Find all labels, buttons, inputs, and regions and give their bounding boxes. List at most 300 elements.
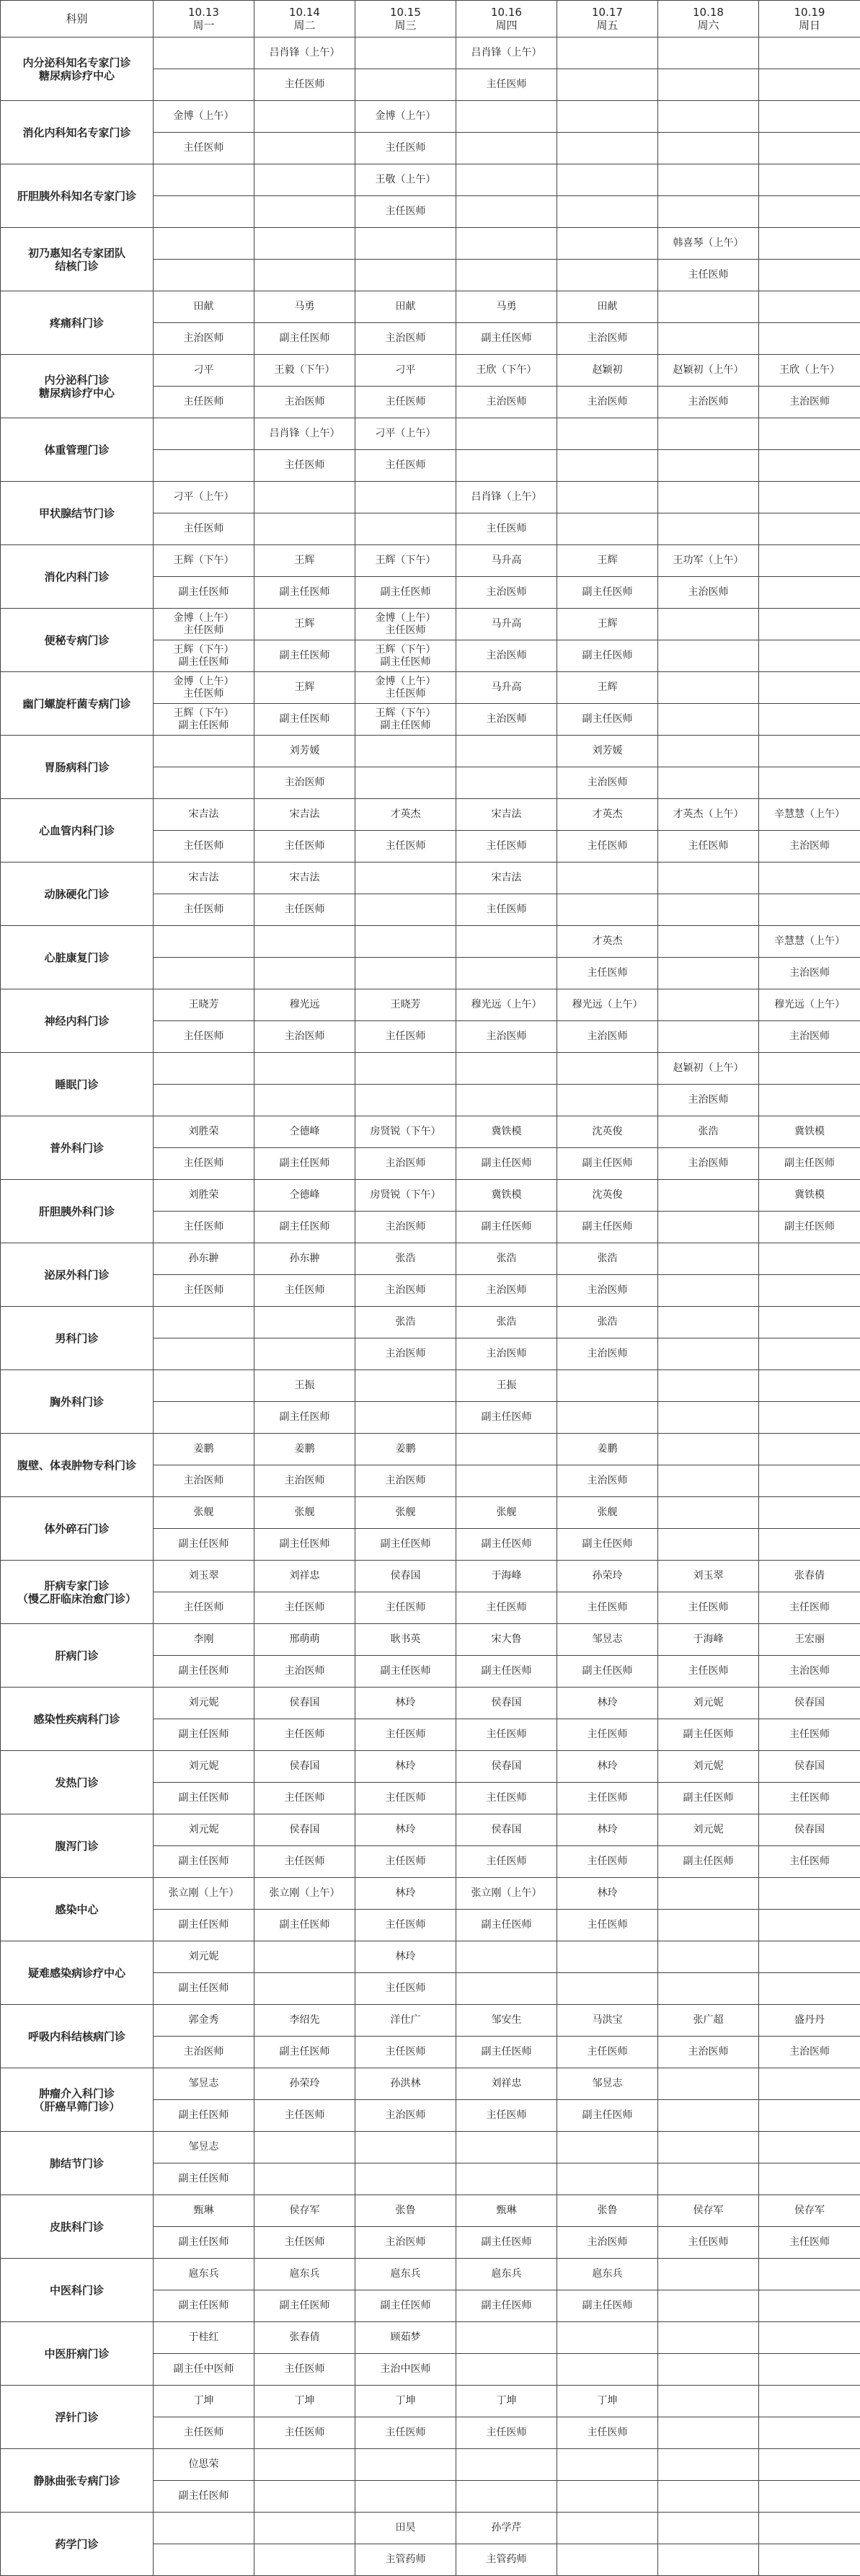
doctor-cell: 扈东兵 — [355, 2259, 456, 2290]
title-cell: 副主任医师 — [557, 1212, 658, 1243]
doctor-cell — [557, 1370, 658, 1402]
title-cell: 副主任医师 — [456, 1402, 557, 1434]
doctor-cell: 王晓芳 — [154, 989, 254, 1021]
doctor-cell: 张浩 — [456, 1243, 557, 1275]
doctor-row — [1, 418, 860, 450]
doctor-cell — [154, 2513, 254, 2544]
title-cell: 副主任医师 — [456, 2290, 557, 2322]
doctor-cell — [759, 1370, 860, 1402]
title-cell — [557, 450, 658, 482]
doctor-cell — [658, 1941, 759, 1973]
doctor-cell: 金博（上午） 主任医师 — [355, 672, 456, 704]
doctor-cell: 张广超 — [658, 2005, 759, 2037]
doctor-cell: 甄琳 — [154, 2195, 254, 2227]
doctor-cell: 刁平（上午） — [355, 418, 456, 450]
doctor-cell — [759, 1497, 860, 1529]
title-cell — [154, 69, 254, 101]
title-cell: 主任医师 — [254, 831, 355, 863]
title-cell: 副主任医师 — [557, 2100, 658, 2132]
doctor-cell — [759, 164, 860, 196]
title-cell — [557, 260, 658, 291]
title-cell — [658, 958, 759, 989]
title-cell — [456, 260, 557, 291]
department-name: 静脉曲张专病门诊 — [1, 2449, 154, 2513]
title-cell: 主治医师 — [557, 323, 658, 355]
department-name: 心血管内科门诊 — [1, 799, 154, 863]
department-name: 动脉硬化门诊 — [1, 863, 154, 926]
department-name: 疑难感染病诊疗中心 — [1, 1941, 154, 2005]
doctor-cell: 刁平（上午） — [154, 482, 254, 513]
doctor-row — [1, 1497, 860, 1529]
title-cell: 副主任医师 — [254, 577, 355, 609]
title-cell: 主治医师 — [557, 2227, 658, 2259]
title-cell — [658, 2163, 759, 2195]
day-column-header — [759, 1, 860, 38]
title-cell: 副主任医师 — [254, 1212, 355, 1243]
title-cell: 主任医师 — [557, 1783, 658, 1814]
doctor-row — [1, 2513, 860, 2544]
title-cell — [759, 2163, 860, 2195]
doctor-cell: 王辉 — [254, 609, 355, 640]
doctor-row — [1, 736, 860, 767]
doctor-cell: 赵颖初（上午） — [658, 1053, 759, 1085]
title-cell: 副主任医师 — [456, 1148, 557, 1180]
doctor-cell: 邢萌萌 — [254, 1624, 355, 1656]
title-cell: 副主任医师 — [154, 577, 254, 609]
doctor-cell: 田献 — [355, 291, 456, 323]
title-cell: 副主任医师 — [355, 1529, 456, 1561]
title-cell: 副主任医师 — [557, 1656, 658, 1688]
doctor-cell: 李刚 — [154, 1624, 254, 1656]
title-cell — [154, 450, 254, 482]
title-cell: 主治医师 — [759, 831, 860, 863]
department-name: 腹泻门诊 — [1, 1814, 154, 1878]
doctor-cell: 沈英俊 — [557, 1116, 658, 1148]
doctor-cell: 孙荣玲 — [557, 1561, 658, 1592]
doctor-cell: 吕肖锋（上午） — [254, 38, 355, 69]
doctor-cell: 穆光远（上午） — [456, 989, 557, 1021]
doctor-cell — [658, 2132, 759, 2163]
doctor-cell: 扈东兵 — [154, 2259, 254, 2290]
title-cell — [154, 260, 254, 291]
doctor-cell: 侯春国 — [759, 1688, 860, 1719]
title-cell: 主任医师 — [355, 2037, 456, 2068]
doctor-cell: 吕肖锋（上午） — [254, 418, 355, 450]
doctor-cell — [557, 164, 658, 196]
doctor-row — [1, 1878, 860, 1910]
doctor-cell — [658, 164, 759, 196]
title-cell — [658, 1465, 759, 1497]
doctor-cell: 林玲 — [355, 1688, 456, 1719]
doctor-row — [1, 1116, 860, 1148]
day-column-header — [456, 1, 557, 38]
title-cell: 主任医师 — [254, 1783, 355, 1814]
doctor-cell — [456, 101, 557, 133]
title-cell: 副主任医师 — [154, 1846, 254, 1878]
title-cell: 主治医师 — [355, 2100, 456, 2132]
title-cell — [759, 767, 860, 799]
doctor-cell: 于桂红 — [154, 2322, 254, 2354]
title-cell: 主任医师 — [254, 2417, 355, 2449]
department-name: 中医科门诊 — [1, 2259, 154, 2322]
title-cell: 副主任医师 — [254, 2037, 355, 2068]
doctor-cell — [355, 1053, 456, 1085]
title-cell — [759, 2354, 860, 2386]
doctor-cell: 王辉 — [557, 545, 658, 577]
department-name: 心脏康复门诊 — [1, 926, 154, 989]
title-cell — [759, 2100, 860, 2132]
doctor-cell — [759, 1307, 860, 1338]
title-cell — [658, 196, 759, 228]
doctor-cell — [557, 38, 658, 69]
title-cell — [658, 640, 759, 672]
doctor-row — [1, 863, 860, 894]
department-name: 神经内科门诊 — [1, 989, 154, 1053]
department-name: 中医肝病门诊 — [1, 2322, 154, 2386]
doctor-cell: 王辉（下午） — [154, 545, 254, 577]
title-cell — [759, 1402, 860, 1434]
title-cell — [355, 2481, 456, 2513]
title-cell: 主任医师 — [557, 1592, 658, 1624]
doctor-cell: 穆光远（上午） — [557, 989, 658, 1021]
title-cell: 主任医师 — [557, 2037, 658, 2068]
doctor-cell — [658, 1370, 759, 1402]
doctor-cell — [456, 2132, 557, 2163]
doctor-cell: 姜鹏 — [355, 1434, 456, 1465]
title-cell: 主任医师 — [557, 1910, 658, 1941]
header-row — [1, 1, 860, 38]
title-cell — [254, 196, 355, 228]
department-name: 肝胆胰外科知名专家门诊 — [1, 164, 154, 228]
doctor-cell — [658, 1434, 759, 1465]
title-cell — [154, 767, 254, 799]
doctor-cell: 才英杰 — [557, 799, 658, 831]
title-cell: 王辉（下午） 副主任医师 — [154, 704, 254, 736]
doctor-cell — [557, 482, 658, 513]
title-cell — [254, 260, 355, 291]
title-cell — [456, 767, 557, 799]
doctor-cell — [759, 545, 860, 577]
day-column-header — [254, 1, 355, 38]
title-cell: 主治医师 — [759, 387, 860, 418]
day-column-header — [658, 1, 759, 38]
title-cell: 主任医师 — [557, 958, 658, 989]
title-cell: 主治医师 — [355, 1148, 456, 1180]
doctor-cell: 才英杰 — [355, 799, 456, 831]
day-date: 10.16 — [458, 6, 555, 19]
doctor-cell: 侯春国 — [456, 1751, 557, 1783]
doctor-cell — [456, 1053, 557, 1085]
doctor-row — [1, 1751, 860, 1783]
title-cell — [456, 958, 557, 989]
doctor-cell — [658, 291, 759, 323]
title-cell: 副主任医师 — [658, 1846, 759, 1878]
title-cell — [254, 133, 355, 164]
department-name: 胃肠病科门诊 — [1, 736, 154, 799]
doctor-cell: 房贤锐（下午） — [355, 1116, 456, 1148]
title-cell — [759, 640, 860, 672]
doctor-cell: 王敬（上午） — [355, 164, 456, 196]
department-name: 肝胆胰外科门诊 — [1, 1180, 154, 1243]
doctor-cell — [658, 609, 759, 640]
title-cell: 主任医师 — [254, 894, 355, 926]
doctor-cell: 辛慧慧（上午） — [759, 799, 860, 831]
doctor-cell — [456, 926, 557, 958]
day-date: 10.19 — [761, 6, 859, 19]
title-cell — [355, 767, 456, 799]
title-cell: 主任医师 — [154, 1592, 254, 1624]
day-column-header — [355, 1, 456, 38]
department-name: 呼吸内科结核病门诊 — [1, 2005, 154, 2068]
title-cell: 主治医师 — [658, 2037, 759, 2068]
title-cell: 主任医师 — [557, 2417, 658, 2449]
title-cell — [658, 1910, 759, 1941]
doctor-cell — [355, 38, 456, 69]
title-cell: 主任医师 — [658, 260, 759, 291]
doctor-cell: 马洪宝 — [557, 2005, 658, 2037]
doctor-cell: 扈东兵 — [557, 2259, 658, 2290]
day-date: 10.18 — [660, 6, 757, 19]
doctor-cell — [759, 1053, 860, 1085]
title-cell: 主任医师 — [154, 387, 254, 418]
title-cell — [759, 1275, 860, 1307]
title-cell — [355, 2163, 456, 2195]
day-weekday: 周日 — [761, 19, 859, 32]
title-cell — [759, 704, 860, 736]
title-cell: 主任医师 — [759, 1783, 860, 1814]
doctor-cell: 房贤锐（下午） — [355, 1180, 456, 1212]
title-cell — [355, 1085, 456, 1116]
doctor-cell: 侯春国 — [759, 1751, 860, 1783]
doctor-cell — [658, 2386, 759, 2417]
title-cell — [254, 958, 355, 989]
doctor-cell — [759, 1243, 860, 1275]
title-cell — [557, 1402, 658, 1434]
doctor-cell — [658, 2449, 759, 2481]
doctor-cell: 刘玉翠 — [658, 1561, 759, 1592]
doctor-row — [1, 2068, 860, 2100]
doctor-cell — [658, 1180, 759, 1212]
title-cell — [658, 1212, 759, 1243]
title-cell — [557, 69, 658, 101]
title-cell: 副主任医师 — [557, 1529, 658, 1561]
doctor-cell — [658, 672, 759, 704]
day-date: 10.15 — [357, 6, 454, 19]
doctor-row — [1, 1053, 860, 1085]
doctor-cell: 林玲 — [355, 1751, 456, 1783]
title-cell: 副主任医师 — [154, 1783, 254, 1814]
title-cell: 副主任医师 — [154, 1719, 254, 1751]
title-cell: 主治医师 — [759, 958, 860, 989]
doctor-cell — [557, 1941, 658, 1973]
department-name: 肝病门诊 — [1, 1624, 154, 1688]
title-cell: 副主任医师 — [658, 1719, 759, 1751]
title-cell — [759, 2290, 860, 2322]
title-cell: 副主任医师 — [254, 323, 355, 355]
doctor-cell: 位思荣 — [154, 2449, 254, 2481]
title-cell — [759, 1085, 860, 1116]
title-cell — [254, 1338, 355, 1370]
title-cell: 副主任医师 — [355, 1656, 456, 1688]
title-cell: 副主任医师 — [254, 1402, 355, 1434]
doctor-cell: 王欣（下午） — [456, 355, 557, 387]
title-cell: 主任医师 — [658, 831, 759, 863]
title-cell — [759, 2481, 860, 2513]
title-cell: 主任医师 — [154, 894, 254, 926]
doctor-cell — [154, 736, 254, 767]
title-cell — [759, 2417, 860, 2449]
title-cell: 主任医师 — [456, 2417, 557, 2449]
title-cell: 主任医师 — [355, 1783, 456, 1814]
doctor-cell: 邹昱志 — [557, 2068, 658, 2100]
title-cell: 主任医师 — [355, 1719, 456, 1751]
doctor-cell: 刘芳媛 — [254, 736, 355, 767]
title-cell: 主任医师 — [254, 2354, 355, 2386]
doctor-cell — [759, 1878, 860, 1910]
title-cell: 主任医师 — [759, 2227, 860, 2259]
title-cell: 主任医师 — [154, 1021, 254, 1053]
title-cell: 主任医师 — [355, 831, 456, 863]
title-cell: 主任医师 — [456, 2100, 557, 2132]
doctor-cell — [456, 228, 557, 260]
title-cell: 主治医师 — [254, 767, 355, 799]
title-cell: 主治医师 — [355, 1212, 456, 1243]
title-cell: 副主任医师 — [456, 1656, 557, 1688]
doctor-cell: 丁坤 — [254, 2386, 355, 2417]
title-cell: 副主任医师 — [254, 1529, 355, 1561]
title-cell: 主任医师 — [154, 1275, 254, 1307]
doctor-cell — [759, 228, 860, 260]
doctor-cell: 洋仕广 — [355, 2005, 456, 2037]
doctor-cell: 刘玉翠 — [154, 1561, 254, 1592]
doctor-cell — [154, 1307, 254, 1338]
title-cell — [456, 2481, 557, 2513]
doctor-cell — [254, 482, 355, 513]
title-cell: 王辉（下午） 副主任医师 — [355, 640, 456, 672]
department-name: 皮肤科门诊 — [1, 2195, 154, 2259]
title-cell: 主任医师 — [355, 1973, 456, 2005]
doctor-cell — [456, 418, 557, 450]
title-cell: 王辉（下午） 副主任医师 — [355, 704, 456, 736]
title-cell — [759, 2544, 860, 2576]
doctor-cell: 侯春国 — [254, 1688, 355, 1719]
doctor-row — [1, 1561, 860, 1592]
title-cell: 副主任医师 — [154, 2100, 254, 2132]
title-cell — [254, 2481, 355, 2513]
doctor-cell: 张舰 — [355, 1497, 456, 1529]
doctor-cell — [154, 418, 254, 450]
department-name: 感染性疾病科门诊 — [1, 1688, 154, 1751]
doctor-cell: 林玲 — [557, 1878, 658, 1910]
title-cell: 主任医师 — [154, 2417, 254, 2449]
doctor-cell: 吕肖锋（上午） — [456, 482, 557, 513]
doctor-cell: 林玲 — [355, 1814, 456, 1846]
doctor-row — [1, 1243, 860, 1275]
title-cell: 副主任医师 — [154, 2481, 254, 2513]
title-cell: 主治医师 — [254, 1021, 355, 1053]
title-cell: 主管药师 — [456, 2544, 557, 2576]
title-cell — [355, 69, 456, 101]
title-cell: 主治医师 — [355, 1275, 456, 1307]
doctor-cell — [759, 736, 860, 767]
doctor-cell: 张舰 — [557, 1497, 658, 1529]
doctor-cell: 金博（上午） — [355, 101, 456, 133]
title-cell: 主任医师 — [456, 831, 557, 863]
doctor-cell — [759, 1434, 860, 1465]
doctor-cell — [759, 672, 860, 704]
doctor-cell: 赵颖初 — [557, 355, 658, 387]
doctor-cell — [254, 926, 355, 958]
doctor-row — [1, 38, 860, 69]
title-cell: 副主任医师 — [254, 1910, 355, 1941]
doctor-cell: 张立刚（上午） — [456, 1878, 557, 1910]
title-cell — [557, 894, 658, 926]
doctor-cell: 王毅（下午） — [254, 355, 355, 387]
doctor-cell — [154, 228, 254, 260]
doctor-cell — [154, 164, 254, 196]
title-cell — [658, 1973, 759, 2005]
title-cell: 主治医师 — [355, 1338, 456, 1370]
doctor-cell: 张立刚（上午） — [154, 1878, 254, 1910]
title-cell: 主治医师 — [456, 387, 557, 418]
title-cell: 主治医师 — [658, 577, 759, 609]
title-cell: 主治医师 — [254, 387, 355, 418]
doctor-cell: 张浩 — [557, 1243, 658, 1275]
title-cell: 副主任医师 — [154, 1973, 254, 2005]
doctor-cell — [254, 1053, 355, 1085]
title-cell: 副主任医师 — [759, 1148, 860, 1180]
day-date: 10.17 — [559, 6, 656, 19]
doctor-row — [1, 2195, 860, 2227]
title-cell: 主任医师 — [456, 1592, 557, 1624]
doctor-cell — [759, 2259, 860, 2290]
doctor-cell: 王振 — [456, 1370, 557, 1402]
title-cell: 主任医师 — [658, 1656, 759, 1688]
doctor-cell — [355, 2449, 456, 2481]
title-cell — [759, 577, 860, 609]
title-cell — [456, 1465, 557, 1497]
doctor-cell: 刁平 — [154, 355, 254, 387]
doctor-cell — [355, 1370, 456, 1402]
title-cell: 副主任医师 — [557, 1148, 658, 1180]
title-cell: 主任医师 — [759, 1592, 860, 1624]
doctor-row — [1, 926, 860, 958]
doctor-cell: 侯春国 — [254, 1814, 355, 1846]
doctor-cell: 宋吉法 — [254, 799, 355, 831]
department-name: 甲状腺结节门诊 — [1, 482, 154, 545]
doctor-cell — [759, 2132, 860, 2163]
doctor-cell: 田献 — [154, 291, 254, 323]
doctor-cell — [759, 863, 860, 894]
doctor-cell: 王辉（下午） — [355, 545, 456, 577]
title-cell: 主任医师 — [557, 831, 658, 863]
title-cell — [759, 323, 860, 355]
doctor-cell: 王宏丽 — [759, 1624, 860, 1656]
title-cell — [658, 450, 759, 482]
doctor-cell: 才英杰 — [557, 926, 658, 958]
title-cell — [154, 958, 254, 989]
title-cell: 主治医师 — [456, 640, 557, 672]
title-cell — [254, 2163, 355, 2195]
doctor-cell: 郭金秀 — [154, 2005, 254, 2037]
title-cell — [658, 2290, 759, 2322]
title-cell — [759, 1465, 860, 1497]
doctor-cell: 田昊 — [355, 2513, 456, 2544]
doctor-cell — [254, 2513, 355, 2544]
doctor-cell — [759, 2068, 860, 2100]
title-cell: 主治医师 — [456, 1021, 557, 1053]
doctor-cell: 刁平 — [355, 355, 456, 387]
